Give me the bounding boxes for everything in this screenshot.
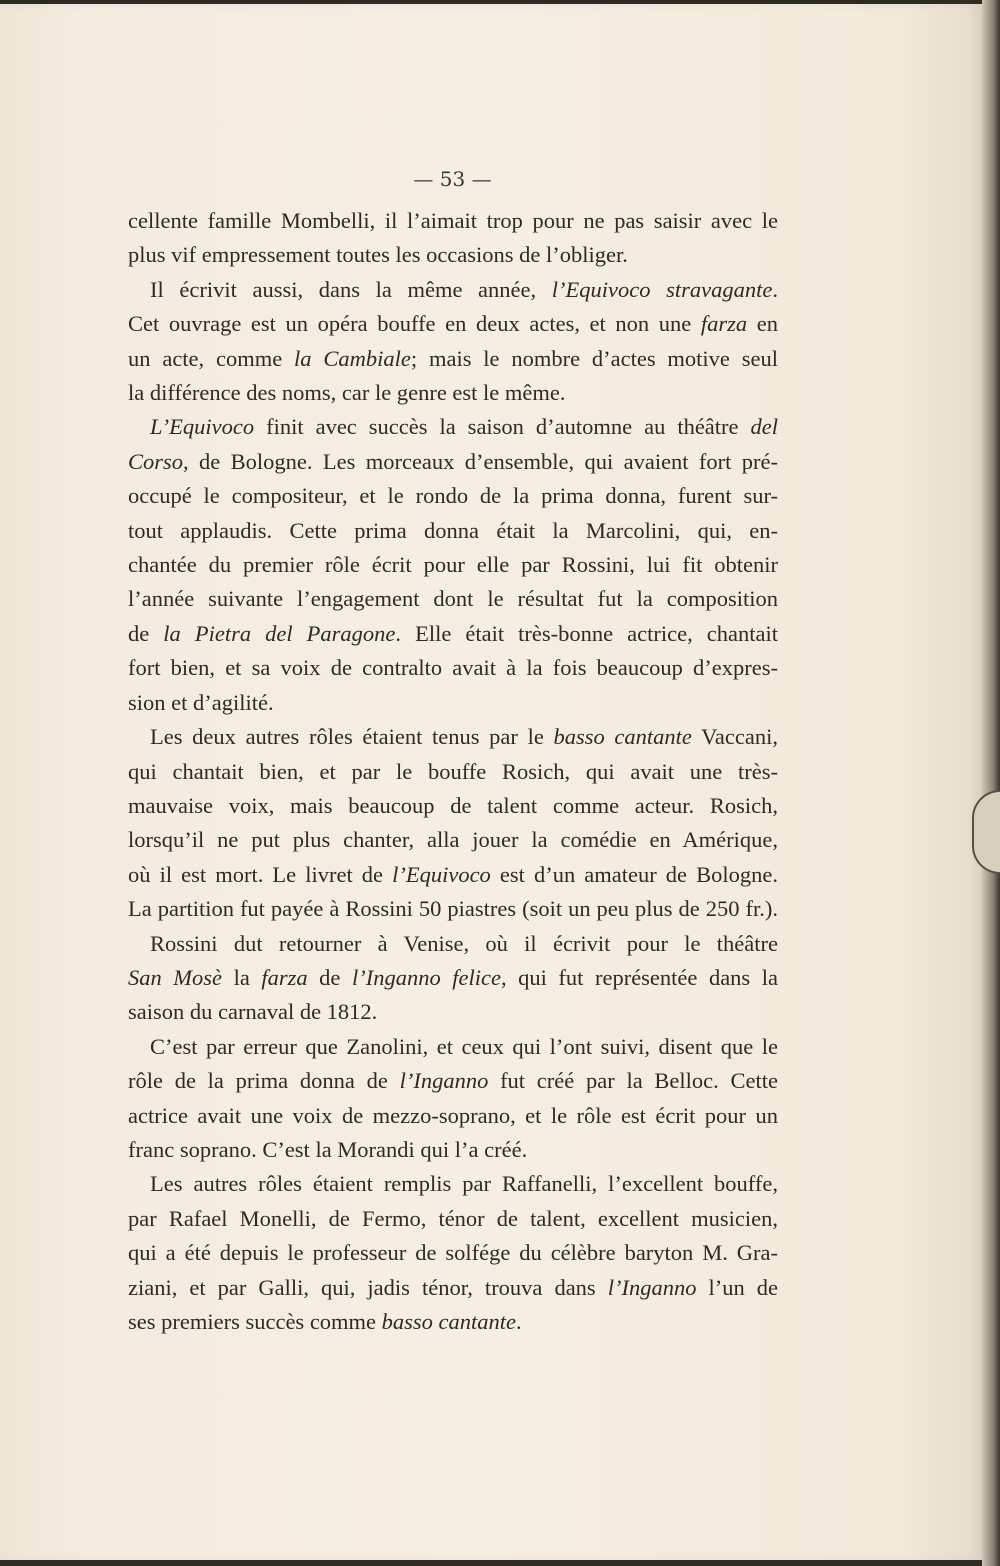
text-line: de la Pietra del Paragone. Elle était très-bonne actrice, chantait: [128, 620, 778, 646]
text-line: par Rafael Monelli, de Fermo, ténor de talent, excellent musicien,: [128, 1205, 778, 1231]
text-line: actrice avait une voix de mezzo-soprano, et le rôle est écrit pour un: [128, 1102, 778, 1128]
text-line: L’Equivoco finit avec succès la saison d’automne au théâtre del: [150, 414, 778, 440]
text-line: ses premiers succès comme basso cantante.: [128, 1309, 522, 1334]
text-line: la différence des noms, car le genre est le même.: [128, 380, 566, 406]
text-line: où il est mort. Le livret de l’Equivoco est d’un amateur de Bologne.: [128, 861, 778, 887]
text-line: Il écrivit aussi, dans la même année, l’Equivoco stravagante.: [150, 276, 778, 302]
text-line: Les autres rôles étaient remplis par Raffanelli, l’excellent bouffe,: [150, 1171, 778, 1197]
text-line: plus vif empressement toutes les occasions de l’obliger.: [128, 242, 628, 268]
text-line: cellente famille Mombelli, il l’aimait trop pour ne pas saisir avec le: [128, 208, 778, 233]
page-number: — 53 —: [413, 167, 492, 191]
book-page: [0, 4, 982, 1560]
text-line: tout applaudis. Cette prima donna était la Marcolini, qui, en-: [128, 517, 778, 543]
text-line: chantée du premier rôle écrit pour elle par Rossini, lui fit obtenir: [128, 552, 778, 578]
text-line: La partition fut payée à Rossini 50 piastres (soit un peu plus de 250 fr.).: [128, 896, 778, 922]
text-line: Cet ouvrage est un opéra bouffe en deux actes, et non une farza en: [128, 311, 778, 337]
text-line: Les deux autres rôles étaient tenus par le basso cantante Vaccani,: [150, 724, 778, 750]
text-line: sion et d’agilité.: [128, 689, 274, 715]
text-line: ziani, et par Galli, qui, jadis ténor, trouva dans l’Inganno l’un de: [128, 1274, 779, 1300]
text-line: C’est par erreur que Zanolini, et ceux qui l’ont suivi, disent que le: [150, 1033, 778, 1059]
text-line: l’année suivante l’engagement dont le résultat fut la composition: [128, 586, 778, 612]
text-line: Corso, de Bologne. Les morceaux d’ensemble, qui avaient fort pré-: [128, 448, 778, 474]
text-line: qui a été depuis le professeur de solfége du célèbre baryton M. Gra-: [128, 1240, 778, 1266]
text-line: saison du carnaval de 1812.: [128, 999, 378, 1025]
page-edge-shadow: [982, 0, 1000, 1566]
text-line: qui chantait bien, et par le bouffe Rosich, qui avait une très-: [128, 758, 778, 784]
text-line: San Mosè la farza de l’Inganno felice, qui fut représentée dans la: [128, 964, 778, 990]
page-body-text: [128, 204, 778, 1339]
text-line: Rossini dut retourner à Venise, où il écrivit pour le théâtre: [150, 930, 778, 956]
text-line: rôle de la prima donna de l’Inganno fut créé par la Belloc. Cette: [128, 1068, 778, 1094]
text-line: mauvaise voix, mais beaucoup de talent comme acteur. Rosich,: [128, 792, 778, 818]
text-line: fort bien, et sa voix de contralto avait à la fois beaucoup d’expres-: [128, 655, 778, 681]
text-line: occupé le compositeur, et le rondo de la prima donna, furent sur-: [128, 483, 778, 509]
text-line: un acte, comme la Cambiale; mais le nombre d’actes motive seul: [128, 345, 778, 371]
text-line: lorsqu’il ne put plus chanter, alla jouer la comédie en Amérique,: [128, 827, 778, 853]
binding-clip: [972, 790, 1000, 874]
text-line: franc soprano. C’est la Morandi qui l’a créé.: [128, 1136, 528, 1162]
